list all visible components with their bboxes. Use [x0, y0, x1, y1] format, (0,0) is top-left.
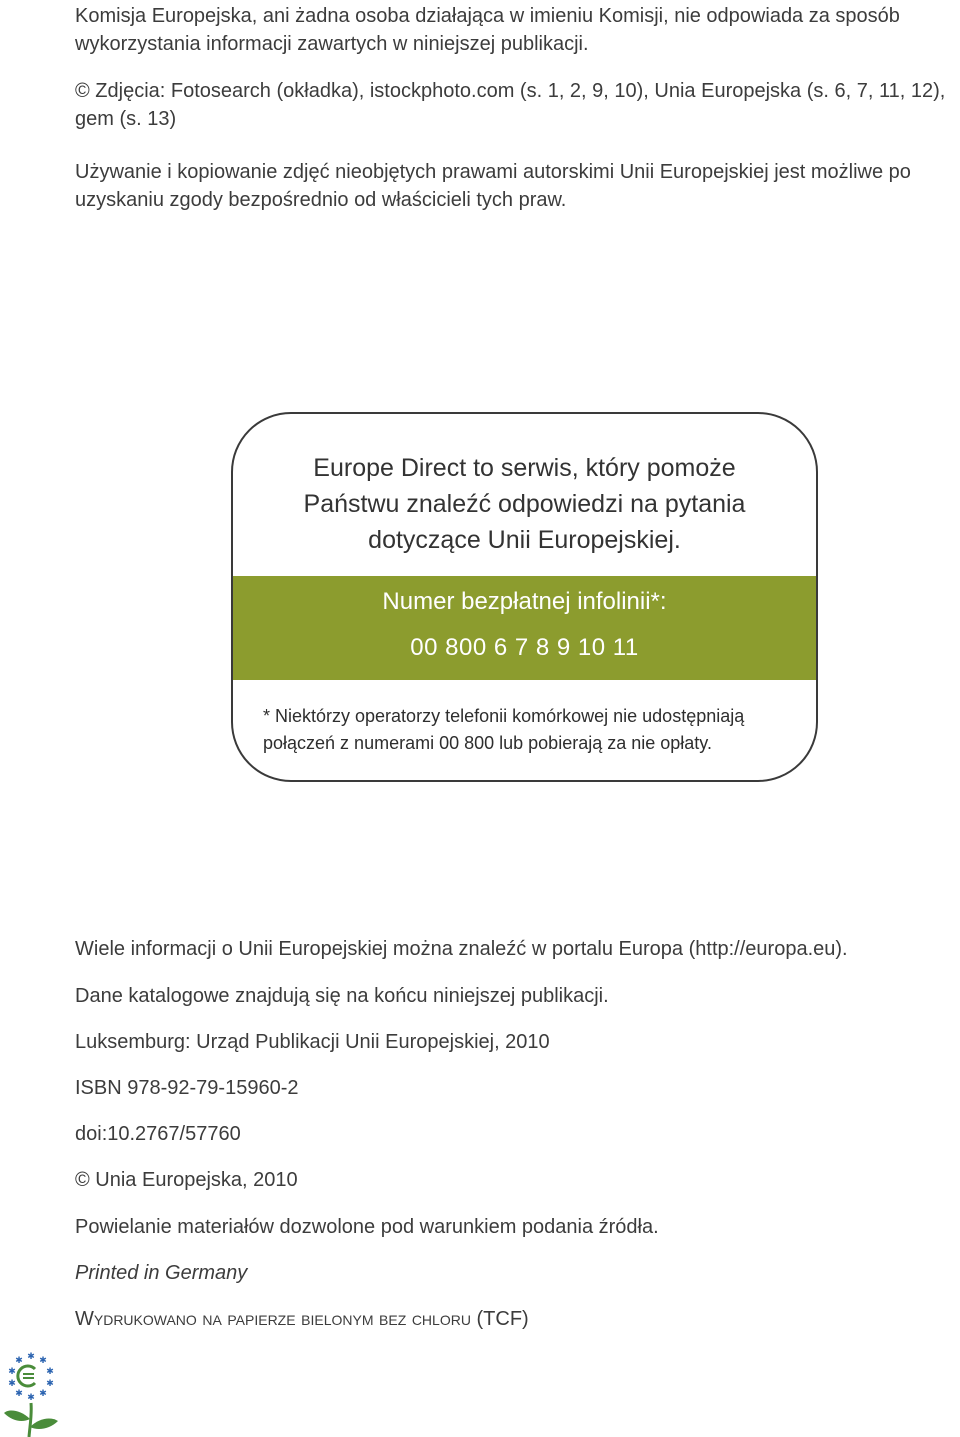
ecolabel-euro-sign: [18, 1366, 35, 1386]
isbn-text: ISBN 978-92-79-15960-2: [75, 1077, 299, 1099]
heading-line-3: dotyczące Unii Europejskiej.: [368, 526, 681, 554]
mobile-operators-note: [263, 703, 803, 757]
catalogue-text: Dane katalogowe znajdują się na końcu niniejszej publikacji.: [75, 985, 609, 1007]
heading-line-2: Państwu znaleźć odpowiedzi na pytania: [303, 490, 746, 518]
svg-text:✱: ✱: [27, 1393, 35, 1403]
svg-text:✱: ✱: [46, 1367, 54, 1377]
disclaimer-text: Komisja Europejska, ani żadna osoba działająca w imieniu Komisji, nie odpowiada za sposób wykorzystania informacji zawartych w niniejszej publikacji.: [75, 5, 900, 55]
hotline-label: Numer bezpłatnej infolinii*:: [382, 588, 667, 615]
svg-text:✱: ✱: [39, 1356, 47, 1366]
ecolabel-left-leaf: [4, 1411, 30, 1421]
svg-text:✱: ✱: [15, 1389, 23, 1399]
paper-tcf: (TCF): [476, 1308, 529, 1330]
note-line-2: połączeń z numerami 00 800 lub pobierają za nie opłaty.: [263, 733, 712, 753]
hotline-band: [233, 576, 816, 680]
photo-credits-text: © Zdjęcia: Fotosearch (okładka), istockphoto.com (s. 1, 2, 9, 10), Unia Europejska (s. 6, 7, 11, 12), gem (s. 13): [75, 80, 946, 130]
svg-text:✱: ✱: [15, 1356, 23, 1366]
svg-text:✱: ✱: [8, 1379, 16, 1389]
doi-text: doi:10.2767/57760: [75, 1123, 241, 1145]
printed-in-text: Printed in Germany: [75, 1262, 248, 1284]
svg-text:✱: ✱: [27, 1352, 35, 1362]
paper-label: Wydrukowano na papierze bielonym bez chloru: [75, 1308, 471, 1330]
europe-direct-box: [231, 412, 818, 782]
ecolabel-right-leaf: [30, 1419, 58, 1429]
svg-text:✱: ✱: [46, 1379, 54, 1389]
publisher-text: Luksemburg: Urząd Publikacji Unii Europejskiej, 2010: [75, 1031, 550, 1053]
paper-text: [75, 1306, 529, 1332]
copyright-text: © Unia Europejska, 2010: [75, 1169, 298, 1191]
svg-text:✱: ✱: [8, 1367, 16, 1377]
heading-line-1: Europe Direct to serwis, który pomoże: [313, 454, 736, 482]
note-line-1: * Niektórzy operatorzy telefonii komórkowej nie udostępniają: [263, 706, 745, 726]
ecolabel-stem: [29, 1403, 31, 1437]
eu-ecolabel-flower-icon: [2, 1347, 60, 1437]
europe-direct-heading: [233, 450, 816, 558]
hotline-number: 00 800 6 7 8 9 10 11: [410, 634, 639, 661]
svg-text:✱: ✱: [39, 1389, 47, 1399]
europa-portal-text: Wiele informacji o Unii Europejskiej można znaleźć w portalu Europa (http://europa.eu).: [75, 938, 848, 960]
reproduction-text: Powielanie materiałów dozwolone pod warunkiem podania źródła.: [75, 1216, 659, 1238]
photo-usage-text: Używanie i kopiowanie zdjęć nieobjętych prawami autorskimi Unii Europejskiej jest możliwe po uzyskaniu zgody bezpośrednio od właścicieli tych praw.: [75, 161, 911, 211]
